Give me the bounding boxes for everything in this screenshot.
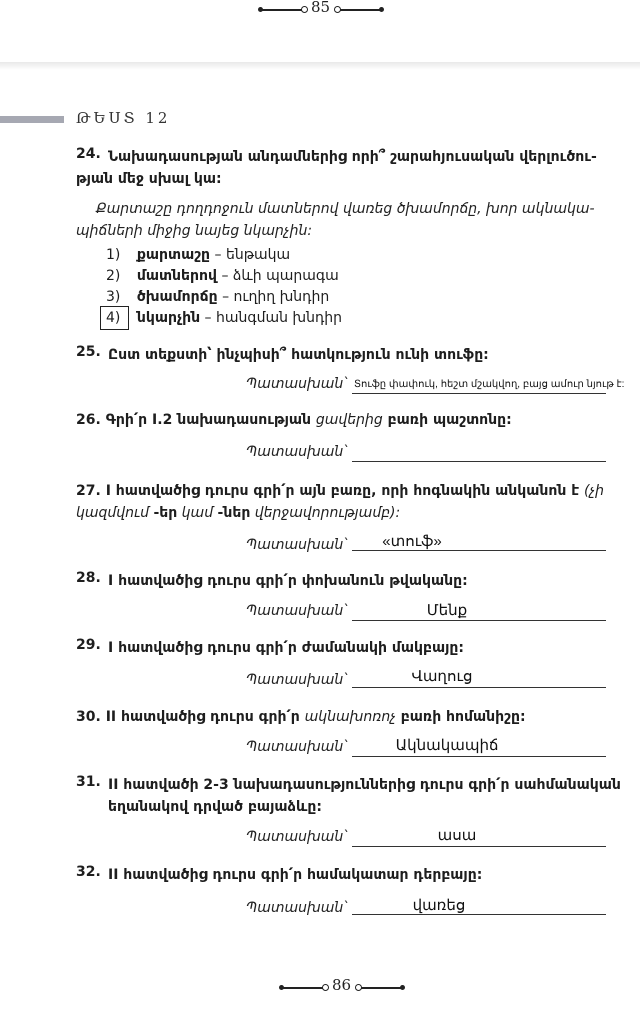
q27-note-part: կամ <box>177 505 218 521</box>
q24-paragraph-line1: Քարտաշը դողդոջուն մատներով վառեց ծխամորճը, խոր ակնակա- <box>96 201 595 217</box>
q30-italic-word: ակնախոռոչ <box>304 709 396 725</box>
page-separator <box>0 62 640 70</box>
q30-number: 30. <box>76 709 101 725</box>
q24-option-4[interactable] <box>106 310 342 326</box>
q29-text: I հատվածից դուրս գրի՛ր ժամանակի մակբայը: <box>108 640 465 656</box>
q30-question <box>76 706 526 728</box>
answer-line <box>352 550 606 551</box>
ornament-line <box>340 9 380 11</box>
ornament-dot <box>379 7 384 12</box>
q30-text-post: բառի հոմանիշը: <box>395 709 526 725</box>
q27-suffix-ner: -ներ <box>217 505 251 521</box>
q24-number: 24. <box>76 146 101 162</box>
ornament-ring <box>322 984 329 991</box>
answer-label: Պատասխան՝ <box>246 444 347 460</box>
option-number: 2) <box>106 268 121 284</box>
q32-answer[interactable]: վառեց <box>412 897 466 914</box>
answer-label: Պատասխան՝ <box>246 376 347 392</box>
q26-question <box>76 409 512 431</box>
header-bar <box>0 116 64 123</box>
q32-number: 32. <box>76 864 101 880</box>
option-word: նկարչին <box>136 310 201 326</box>
answer-line <box>352 620 606 621</box>
q24-text-line2: թյան մեջ սխալ կա: <box>76 171 222 187</box>
answer-label: Պատասխան՝ <box>246 603 347 619</box>
q31-answer[interactable]: ասա <box>437 827 477 844</box>
q25-answer[interactable]: Տուֆը փափուկ, հեշտ մշակվող, բայց ամուր նյութ է: <box>354 379 625 390</box>
option-word: քարտաշը <box>136 247 211 263</box>
option-number: 3) <box>106 289 121 305</box>
page-number-top: 85 <box>311 0 331 16</box>
q26-italic-word: ցավերից <box>315 412 383 428</box>
option-role: – հանգման խնդիր <box>200 310 343 326</box>
q25-number: 25. <box>76 344 101 360</box>
q28-text: I հատվածից դուրս գրի՛ր փոխանուն թվականը: <box>108 573 468 589</box>
answer-line <box>352 687 606 688</box>
option-number: 1) <box>106 247 121 263</box>
q27-question-line1 <box>76 480 604 502</box>
answer-line <box>352 846 606 847</box>
q29-answer[interactable]: Վաղուց <box>411 668 473 685</box>
ornament-line <box>262 9 302 11</box>
q27-answer[interactable]: «տուֆ» <box>382 533 442 550</box>
q27-number: 27. <box>76 483 101 499</box>
q27-text-line1: I հատվածից դուրս գրի՛ր այն բառը, որի հոգնակին անկանոն է <box>105 483 584 499</box>
answer-label: Պատասխան՝ <box>246 537 347 553</box>
answer-line <box>352 914 606 915</box>
q27-suffix-er: -եր <box>153 505 178 521</box>
q26-answer-line[interactable] <box>352 461 606 462</box>
q32-text: II հատվածից դուրս գրի՛ր համակատար դերբայը: <box>108 867 483 883</box>
q26-text-post: բառի պաշտոնը: <box>382 412 512 428</box>
option-role: – ձևի պարագա <box>217 268 339 284</box>
page-number-bottom: 86 <box>332 976 352 994</box>
answer-line <box>352 756 606 757</box>
q25-text: Ըստ տեքստի՝ ինչպիսի՞ հատկություն ունի տուֆը: <box>108 347 489 363</box>
q27-question-line2 <box>76 502 400 524</box>
q28-answer[interactable]: Մենք <box>426 602 468 619</box>
q24-option-2[interactable] <box>106 268 339 284</box>
test-label: ԹԵՍՏ 12 <box>76 109 171 127</box>
q26-text-pre: Գրի՛ր I.2 նախադասության <box>105 412 316 428</box>
q28-number: 28. <box>76 570 101 586</box>
q31-number: 31. <box>76 774 101 790</box>
q31-text-line2: եղանակով դրված բայաձևը: <box>108 799 322 815</box>
option-number: 4) <box>106 310 121 326</box>
q24-option-1[interactable] <box>106 247 290 263</box>
option-role: – ուղիղ խնդիր <box>217 289 330 305</box>
q24-option-3[interactable] <box>106 289 329 305</box>
q30-text-pre: II հատվածից դուրս գրի՛ր <box>105 709 305 725</box>
q24-text-line1: Նախադասության անդամներից որի՞ շարահյուսական վերլուծու- <box>108 149 597 165</box>
ornament-line <box>361 987 401 989</box>
answer-label: Պատասխան՝ <box>246 672 347 688</box>
answer-label: Պատասխան՝ <box>246 829 347 845</box>
ornament-line <box>283 987 323 989</box>
q26-number: 26. <box>76 412 101 428</box>
answer-label: Պատասխան՝ <box>246 739 347 755</box>
q27-note-part: կազմվում <box>76 505 154 521</box>
option-word: ծխամորճը <box>136 289 218 305</box>
q27-note-open: (չի <box>583 483 604 499</box>
option-role: – ենթակա <box>210 247 291 263</box>
q29-number: 29. <box>76 637 101 653</box>
ornament-ring <box>301 6 308 13</box>
q24-paragraph-line2: պիճների միջից նայեց նկարչին: <box>76 223 313 239</box>
q31-text-line1: II հատվածի 2-3 նախադասություններից դուրս գրի՛ր սահմանական <box>108 777 621 793</box>
ornament-dot <box>400 985 405 990</box>
option-word: մատներով <box>136 268 218 284</box>
answer-line <box>352 393 606 394</box>
q27-note-part: վերջավորությամբ): <box>250 505 401 521</box>
q30-answer[interactable]: Ակնակապիճ <box>395 737 499 754</box>
answer-label: Պատասխան՝ <box>246 900 347 916</box>
